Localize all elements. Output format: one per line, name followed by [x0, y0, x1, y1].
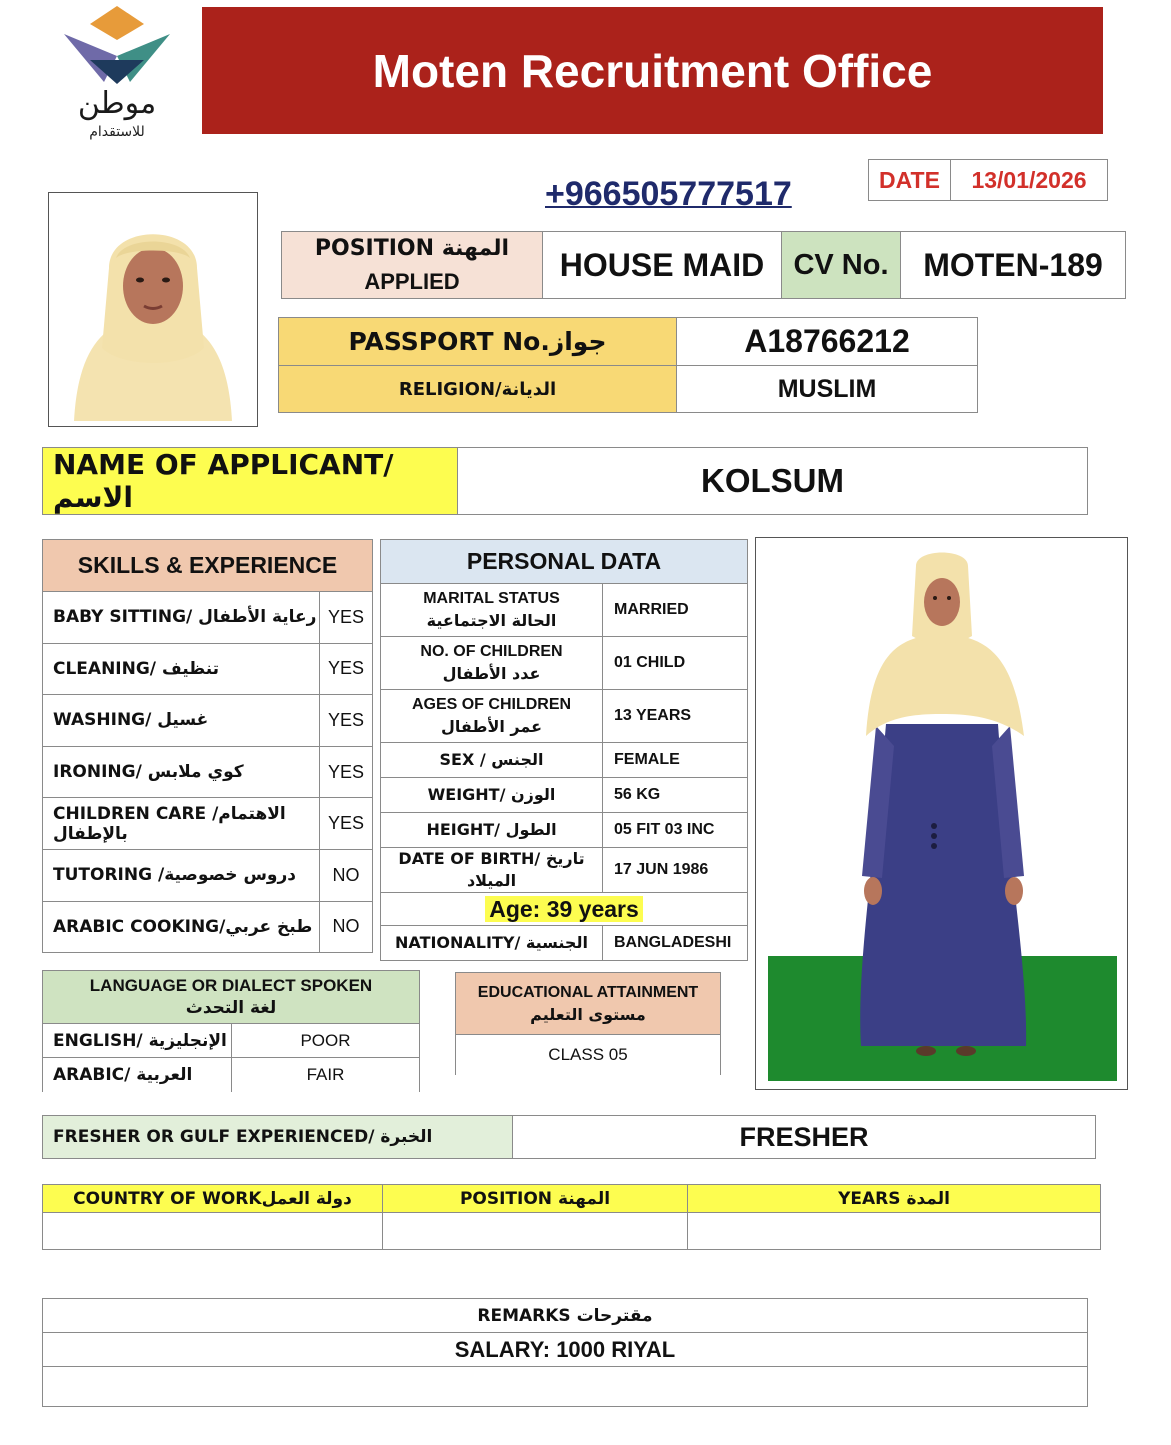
passport-label: PASSPORT No.جواز	[279, 318, 677, 366]
height-value: 05 FIT 03 INC	[603, 813, 748, 848]
sex-value: FEMALE	[603, 743, 748, 778]
religion-label: RELIGION/الديانة	[279, 366, 677, 413]
position-header: POSITION المهنة	[383, 1185, 688, 1213]
language-table	[42, 970, 420, 1092]
nationality-row: NATIONALITY/ الجنسية BANGLADESHI	[381, 926, 748, 961]
phone-number[interactable]: +966505777517	[545, 175, 792, 213]
sex-row: SEX / الجنس FEMALE	[381, 743, 748, 778]
age-highlight: Age: 39 years	[485, 896, 643, 922]
logo-arabic-subtitle: للاستقدام	[89, 124, 145, 140]
marital-status-row: MARITAL STATUS الحالة الاجتماعية MARRIED	[381, 584, 748, 637]
skill-row: TUTORING /دروس خصوصية NO	[43, 849, 373, 901]
header-banner	[202, 7, 1103, 134]
date-label: DATE	[869, 160, 951, 200]
language-title: LANGUAGE OR DIALECT SPOKEN لغة التحدث	[43, 971, 420, 1024]
date-box	[868, 159, 1108, 201]
salary-value: SALARY: 1000 RIYAL	[43, 1333, 1088, 1367]
children-count-row: NO. OF CHILDREN عدد الأطفال 01 CHILD	[381, 637, 748, 690]
personal-data-title: PERSONAL DATA	[381, 540, 748, 584]
date-value: 13/01/2026	[971, 166, 1087, 193]
weight-row: WEIGHT/ الوزن 56 KG	[381, 778, 748, 813]
age-row	[381, 893, 748, 926]
person-full-body-icon	[766, 546, 1117, 1081]
children-ages-row: AGES OF CHILDREN عمر الأطفال 13 YEARS	[381, 690, 748, 743]
work-history-table	[42, 1184, 1101, 1250]
education-table	[455, 972, 721, 1075]
logo-arabic-name: موطن	[77, 86, 157, 121]
office-title: Moten Recruitment Office	[372, 44, 933, 97]
personal-data-table	[380, 539, 748, 961]
experience-label: FRESHER OR GULF EXPERIENCED/ الخبرة	[43, 1116, 513, 1159]
nationality-value: BANGLADESHI	[603, 926, 748, 961]
applicant-name-value: KOLSUM	[458, 448, 1088, 515]
language-row: ARABIC/ العربية FAIR	[43, 1058, 420, 1092]
cv-number-value: MOTEN-189	[901, 232, 1126, 299]
work-history-row	[43, 1213, 1101, 1250]
marital-status-value: MARRIED	[603, 584, 748, 637]
children-count-value: 01 CHILD	[603, 637, 748, 690]
weight-value: 56 KG	[603, 778, 748, 813]
position-label: POSITION المهنة APPLIED	[282, 232, 543, 299]
religion-value: MUSLIM	[677, 366, 978, 413]
applicant-name-label: NAME OF APPLICANT/ الاسم	[43, 448, 458, 515]
dob-value: 17 JUN 1986	[603, 848, 748, 893]
years-header: YEARS المدة	[688, 1185, 1101, 1213]
position-value: HOUSE MAID	[543, 232, 782, 299]
skill-row: CLEANING/ تنظيف YES	[43, 643, 373, 695]
children-ages-value: 13 YEARS	[603, 690, 748, 743]
passport-value: A18766212	[677, 318, 978, 366]
height-row: HEIGHT/ الطول 05 FIT 03 INC	[381, 813, 748, 848]
full-body-photo	[755, 537, 1128, 1090]
applicant-name-table	[42, 447, 1088, 515]
skill-row: WASHING/ غسيل YES	[43, 695, 373, 747]
country-of-work-header: COUNTRY OF WORKدولة العمل	[43, 1185, 383, 1213]
language-row: ENGLISH/ الإنجليزية POOR	[43, 1024, 420, 1058]
person-headshot-icon	[54, 198, 252, 421]
position-table	[281, 231, 1126, 299]
remarks-extra	[43, 1367, 1088, 1407]
education-title: EDUCATIONAL ATTAINMENT مستوى التعليم	[456, 973, 721, 1035]
skill-row: CHILDREN CARE /الاهتمام بالإطفال YES	[43, 798, 373, 850]
skills-table	[42, 539, 373, 953]
skill-row: ARABIC COOKING/طبخ عربي NO	[43, 901, 373, 953]
company-logo	[58, 4, 176, 144]
cv-number-label: CV No.	[782, 232, 901, 299]
remarks-table	[42, 1298, 1088, 1407]
experience-value: FRESHER	[513, 1116, 1096, 1159]
education-value: CLASS 05	[456, 1035, 721, 1075]
skills-title: SKILLS & EXPERIENCE	[43, 540, 373, 592]
passport-table	[278, 317, 978, 413]
headshot-photo	[48, 192, 258, 427]
dob-row: DATE OF BIRTH/ تاريخ الميلاد 17 JUN 1986	[381, 848, 748, 893]
skill-row: BABY SITTING/ رعاية الأطفال YES	[43, 592, 373, 644]
logo-emblem-icon	[58, 4, 176, 86]
remarks-title: REMARKS مقترحات	[43, 1299, 1088, 1333]
experience-table	[42, 1115, 1096, 1159]
skill-row: IRONING/ كوي ملابس YES	[43, 746, 373, 798]
